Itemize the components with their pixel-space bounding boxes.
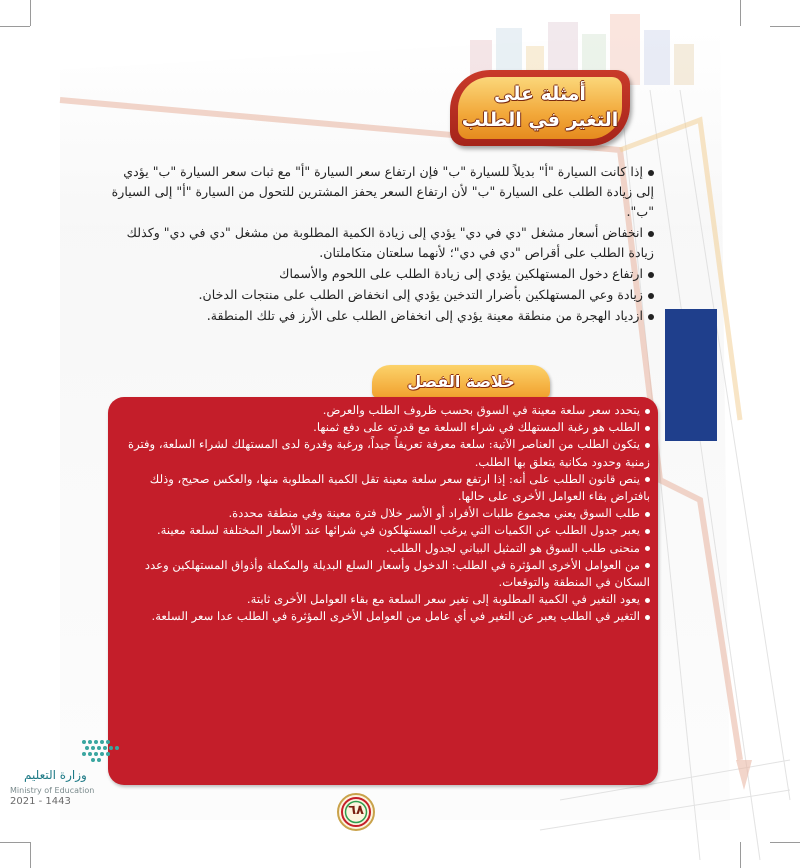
list-item: [118, 471, 650, 505]
list-item: [118, 505, 650, 522]
list-item: [110, 223, 654, 263]
list-item: [118, 608, 650, 625]
summary-text: يتكون الطلب من العناصر الآتية: سلعة معرفة تعريفاً جيداً، ورغبة وقدرة لدى المستهلك لشراء السلعة، وفترة زمنية وحدود مكانية يتعلق بها الطلب.: [128, 437, 650, 469]
list-item: [118, 402, 650, 419]
example-text: ارتفاع دخول المستهلكين يؤدي إلى زيادة الطلب على اللحوم والأسماك: [279, 266, 643, 281]
bullet-icon: [645, 477, 650, 482]
bullet-icon: [648, 170, 654, 176]
bullet-icon: [645, 563, 650, 568]
summary-title: خلاصة الفصل: [407, 372, 515, 391]
list-item: [118, 591, 650, 608]
summary-title-tab: [372, 365, 550, 398]
bullet-icon: [645, 546, 650, 551]
ministry-logo: [10, 738, 140, 808]
bullet-icon: [645, 409, 650, 414]
summary-text: منحنى طلب السوق هو التمثيل البياني لجدول الطلب.: [386, 540, 640, 555]
summary-text: يتحدد سعر سلعة معينة في السوق بحسب ظروف الطلب والعرض.: [322, 403, 640, 417]
bullet-icon: [645, 512, 650, 517]
ministry-dots-icon: [80, 738, 130, 764]
summary-list: [118, 402, 650, 626]
list-item: [118, 419, 650, 436]
examples-list: [110, 162, 654, 327]
summary-text: يعود التغير في الكمية المطلوبة إلى تغير سعر السلعة مع بقاء العوامل الأخرى ثابتة.: [246, 592, 640, 607]
list-item: [110, 285, 654, 305]
bullet-icon: [645, 598, 650, 603]
list-item: [118, 557, 650, 591]
badge-inner: [458, 77, 622, 139]
bullet-icon: [645, 529, 650, 534]
example-text: ازدياد الهجرة من منطقة معينة يؤدي إلى انخفاض الطلب على الأرز في تلك المنطقة.: [206, 308, 643, 323]
list-item: [110, 162, 654, 222]
list-item: [118, 540, 650, 557]
example-text: إذا كانت السيارة "أ" بديلاً للسيارة "ب" فإن ارتفاع سعر السيارة "أ" مع ثبات سعر السيارة "ب" يؤدي إلى زيادة الطلب على السيارة "ب" لأن ارتفاع السعر يحفز المشترين للتحول من السيارة "أ" إلى السيارة "ب".: [111, 164, 654, 219]
ministry-name-ar: وزارة التعليم: [24, 768, 87, 782]
summary-text: يعبر جدول الطلب عن الكميات التي يرغب المستهلكون في شرائها عند الأسعار المختلفة لسلعة معينة.: [157, 523, 640, 538]
list-item: [118, 522, 650, 539]
page-number: ٦٨: [348, 803, 364, 818]
bullet-icon: [648, 272, 654, 278]
summary-text: من العوامل الأخرى المؤثرة في الطلب: الدخول وأسعار السلع البديلة والمكملة وأذواق المستهلكين وعدد السكان في المنطقة والتوقعات.: [144, 557, 650, 590]
ministry-name-en: Ministry of Education: [10, 786, 95, 795]
bullet-icon: [648, 231, 654, 237]
page-number-badge: [336, 792, 376, 832]
badge-title-line1: أمثلة على: [494, 83, 586, 105]
list-item: [110, 264, 654, 284]
list-item: [110, 306, 654, 326]
example-text: انخفاض أسعار مشغل "دي في دي" يؤدي إلى زيادة الكمية المطلوبة من مشغل "دي في دي" وكذلك زيادة الطلب على أقراص "دي في دي"؛ لأنهما سلعتان متكاملتان.: [126, 225, 654, 260]
summary-text: ينص قانون الطلب على أنه: إذا ارتفع سعر سلعة معينة تقل الكمية المطلوبة منها، والعكس صحيح، وذلك بافتراض بقاء العوامل الأخرى على حالها.: [149, 471, 650, 504]
summary-text: الطلب هو رغبة المستهلك في شراء السلعة مع قدرته على دفع ثمنها.: [313, 420, 640, 435]
chapter-side-tab: [665, 309, 717, 441]
bullet-icon: [645, 443, 650, 448]
bullet-icon: [648, 314, 654, 320]
summary-text: طلب السوق يعني مجموع طلبات الأفراد أو الأسر خلال فترة معينة وفي منطقة محددة.: [228, 506, 640, 521]
examples-header-badge: [450, 70, 630, 146]
bullet-icon: [645, 426, 650, 431]
list-item: [118, 436, 650, 470]
edition-year: 2021 - 1443: [10, 796, 71, 807]
bullet-icon: [648, 293, 654, 299]
example-text: زيادة وعي المستهلكين بأضرار التدخين يؤدي إلى انخفاض الطلب على منتجات الدخان.: [198, 287, 643, 302]
badge-title-line2: التغير في الطلب: [461, 109, 619, 131]
summary-text: التغير في الطلب يعبر عن التغير في أي عامل من العوامل الأخرى المؤثرة في الطلب عدا سعر السلعة.: [151, 609, 640, 624]
bullet-icon: [645, 615, 650, 620]
